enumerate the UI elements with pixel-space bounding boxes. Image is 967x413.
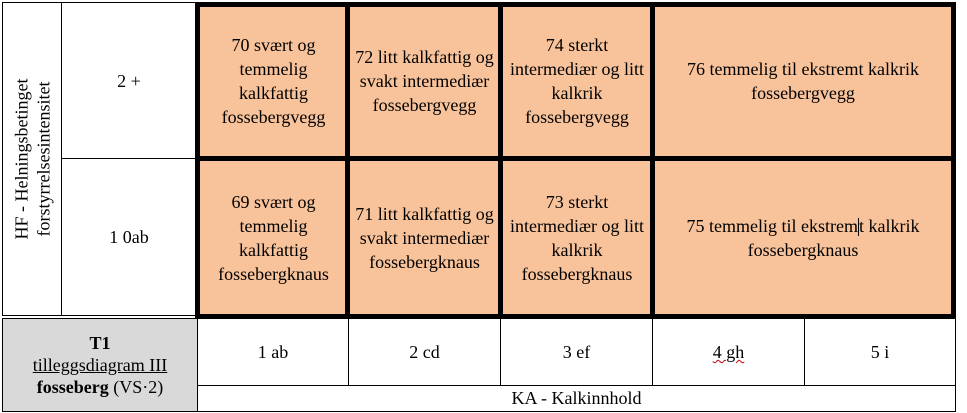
y-axis-label-line1: HF - Helningsbetinget	[11, 78, 32, 240]
x-step-5: 5 i	[804, 318, 956, 386]
y-axis-label-line2: forstyrrelsesintensitet	[33, 81, 54, 237]
corner-line3: fosseberg (VS·2)	[36, 377, 164, 397]
cell-69: 69 svært og temmelig kalkfattig fossebergknaus	[199, 160, 348, 315]
row-label-10ab: 1 0ab	[61, 158, 197, 316]
cell-75	[653, 160, 953, 315]
y-axis-label	[10, 79, 54, 240]
cell-74: 74 sterkt intermediær og litt kalkrik fossebergvegg	[501, 4, 653, 158]
x-step-3: 3 ef	[500, 318, 653, 386]
cell-76: 76 temmelig til ekstremt kalkrik fossebergvegg	[653, 4, 953, 158]
cell-72: 72 litt kalkfattig og svakt intermediær fossebergvegg	[348, 4, 501, 158]
x-axis-label: KA - Kalkinnhold	[511, 388, 642, 408]
cell-70: 70 svært og temmelig kalkfattig fossebergvegg	[199, 4, 348, 158]
x-step-4: 4 gh	[652, 318, 805, 386]
grid-divider-h	[195, 156, 956, 161]
cell-73: 73 sterkt intermediær og litt kalkrik fossebergknaus	[501, 160, 653, 315]
corner-diagram-name: tilleggsdiagram III	[32, 355, 168, 375]
row-label-2plus: 2 +	[61, 2, 197, 159]
cell-71: 71 litt kalkfattig og svakt intermediær fossebergknaus	[348, 160, 501, 315]
corner-code: T1	[89, 333, 111, 353]
x-axis-label-cell	[197, 385, 956, 412]
cell-75-text: 75 temmelig til ekstremt kalkrik fossebergknaus	[686, 215, 920, 260]
x-step-1: 1 ab	[197, 318, 349, 386]
x-step-2: 2 cd	[348, 318, 501, 386]
corner-label-cell	[2, 318, 198, 412]
y-axis-label-cell	[2, 2, 62, 316]
